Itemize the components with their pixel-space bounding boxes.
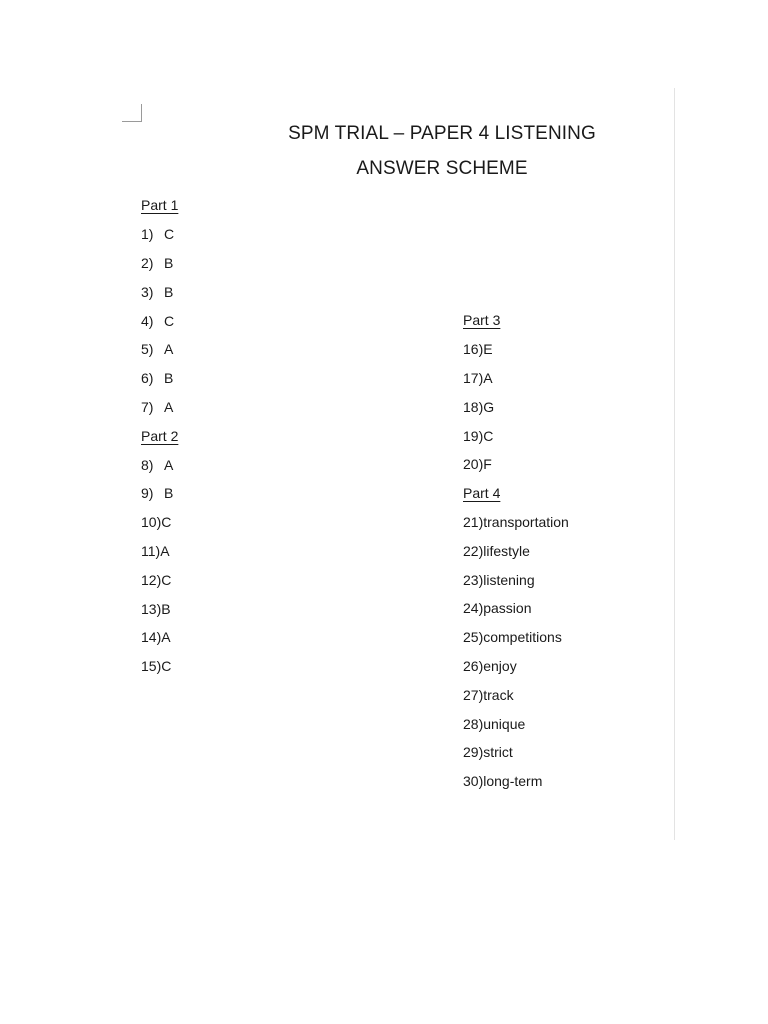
answer-line — [141, 220, 178, 249]
answer-line: 13)B — [141, 600, 171, 617]
answer-line: 24)passion — [463, 600, 532, 617]
answer-number: 2) — [141, 254, 154, 271]
answer-line — [141, 393, 178, 422]
answer-value: A — [164, 398, 174, 415]
page-edge-line — [674, 88, 675, 840]
part1-heading: Part 1 — [141, 197, 179, 214]
answer-line: 14)A — [141, 629, 171, 646]
answer-line: 21)transportation — [463, 513, 569, 530]
answer-number: 5) — [141, 341, 154, 358]
answer-number: 7) — [141, 398, 154, 415]
left-answer-column — [141, 191, 178, 681]
answer-number: 1) — [141, 226, 154, 243]
document-subtitle: ANSWER SCHEME — [356, 158, 528, 179]
answer-line: 26)enjoy — [463, 657, 517, 674]
answer-line: 19)C — [463, 427, 494, 444]
answer-line: 30)long-term — [463, 773, 543, 790]
answer-line: 23)listening — [463, 571, 535, 588]
answer-line: 12)C — [141, 571, 172, 588]
part4-heading: Part 4 — [463, 485, 501, 502]
answer-line — [141, 479, 178, 508]
answer-value: B — [164, 485, 174, 502]
answer-value: A — [164, 456, 174, 473]
answer-line: 11)A — [141, 542, 170, 559]
answer-number: 8) — [141, 456, 154, 473]
answer-line — [141, 277, 178, 306]
answer-line — [141, 364, 178, 393]
answer-number: 9) — [141, 485, 154, 502]
part2-heading: Part 2 — [141, 427, 179, 444]
answer-line: 20)F — [463, 456, 492, 473]
answer-number: 4) — [141, 312, 154, 329]
answer-value: C — [164, 312, 175, 329]
answer-value: B — [164, 370, 174, 387]
answer-line: 17)A — [463, 369, 493, 386]
answer-line — [141, 306, 178, 335]
answer-line: 16)E — [463, 341, 493, 358]
answer-value: B — [164, 283, 174, 300]
answer-line — [141, 249, 178, 278]
answer-value: A — [164, 341, 174, 358]
right-answer-column — [463, 306, 569, 796]
answer-value: C — [164, 226, 175, 243]
answer-number: 6) — [141, 370, 154, 387]
answer-number: 3) — [141, 283, 154, 300]
answer-value: B — [164, 254, 174, 271]
answer-line — [141, 450, 178, 479]
answer-line — [141, 335, 178, 364]
answer-line: 15)C — [141, 658, 172, 675]
answer-line: 22)lifestyle — [463, 542, 530, 559]
answer-line: 28)unique — [463, 715, 526, 732]
answer-line: 10)C — [141, 514, 172, 531]
document-title: SPM TRIAL – PAPER 4 LISTENING — [288, 123, 596, 144]
answer-line: 25)competitions — [463, 629, 562, 646]
part3-heading: Part 3 — [463, 312, 501, 329]
margin-corner-mark — [122, 104, 142, 122]
answer-line: 18)G — [463, 398, 495, 415]
answer-line: 27)track — [463, 686, 514, 703]
answer-line: 29)strict — [463, 744, 513, 761]
